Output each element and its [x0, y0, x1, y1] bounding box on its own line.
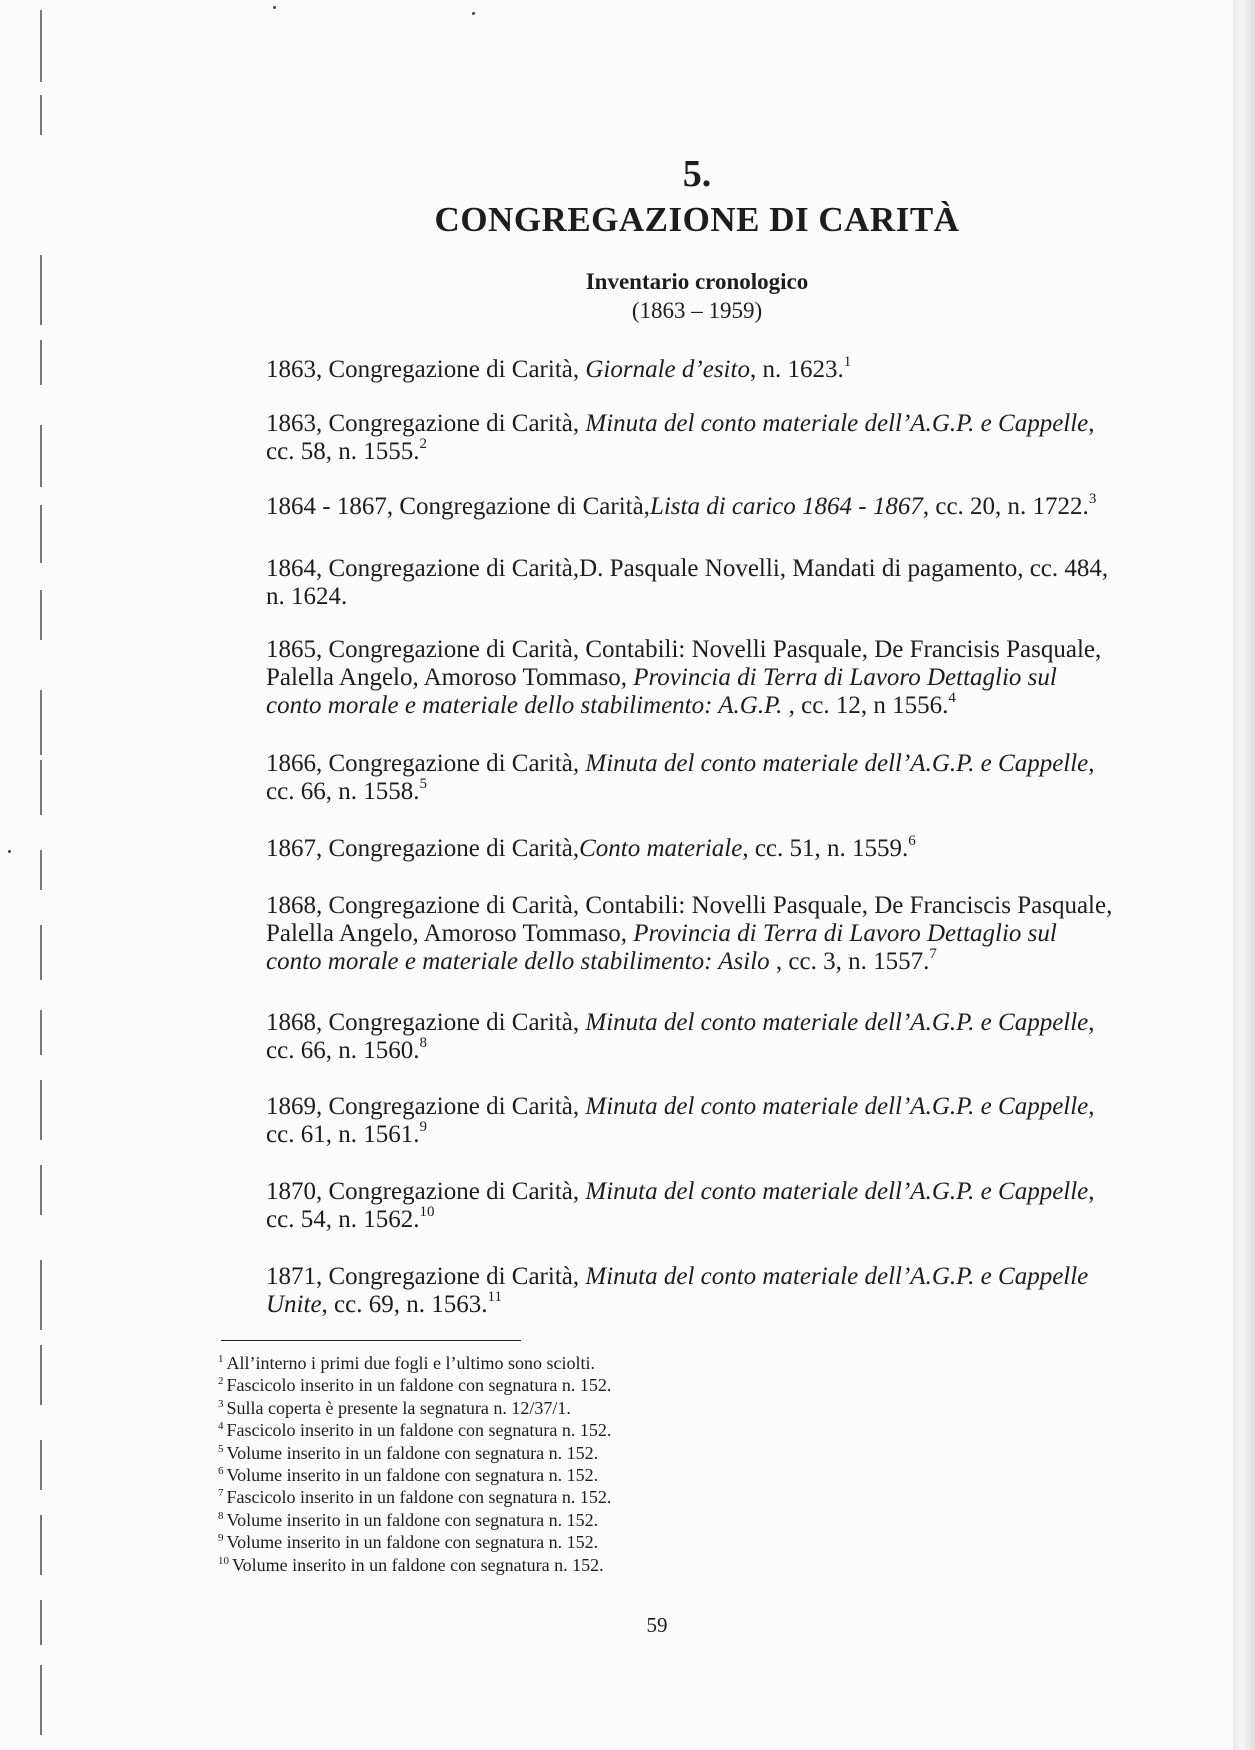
entry-text: 1866, Congregazione di Carità,	[266, 750, 586, 777]
entry-title: Giornale d’esito	[585, 356, 750, 383]
entry-title: Minuta del conto materiale dell’A.G.P. e Cappelle	[585, 750, 1089, 777]
binding-mark	[40, 505, 42, 563]
entry-text: 1867, Congregazione di Carità,	[266, 835, 580, 862]
footnote	[218, 1352, 918, 1374]
chapter-number: 5.	[682, 153, 712, 195]
footnote-number: 5	[218, 1442, 224, 1455]
entry-text: 1868, Congregazione di Carità,	[266, 1009, 586, 1036]
entry-title: Minuta del conto materiale dell’A.G.P. e Cappelle Unite	[266, 1263, 1089, 1318]
binding-mark	[40, 690, 42, 755]
entry-text: , n. 1623.	[749, 356, 844, 383]
binding-mark	[40, 95, 42, 135]
footnote-number: 9	[218, 1532, 224, 1545]
inventory-entry	[266, 410, 1116, 466]
binding-mark	[40, 925, 42, 980]
inventory-entry	[266, 636, 1116, 720]
inventory-entry	[266, 1263, 1116, 1319]
footnote	[218, 1531, 918, 1553]
footnote-number: 2	[218, 1375, 224, 1388]
inventory-entry	[266, 835, 1116, 863]
inventory-entry	[266, 750, 1116, 806]
footnote-ref: 4	[948, 690, 956, 706]
footnote-ref: 5	[419, 776, 427, 792]
footnote	[218, 1554, 918, 1576]
binding-mark	[40, 1665, 42, 1735]
footnotes	[218, 1352, 918, 1576]
binding-mark	[40, 1440, 42, 1490]
binding-mark	[40, 1010, 42, 1055]
binding-mark	[40, 1515, 42, 1575]
footnote-ref: 10	[419, 1204, 435, 1220]
footnote-number: 1	[218, 1353, 224, 1365]
footnote-ref: 8	[419, 1035, 427, 1051]
dust-speck	[472, 12, 475, 15]
footnote-text: Volume inserito in un faldone con segnatura n. 152.	[226, 1509, 599, 1530]
page-edge-shadow	[1233, 0, 1255, 1750]
footnote-text: Volume inserito in un faldone con segnatura n. 152.	[226, 1465, 599, 1486]
footnote-number: 8	[218, 1509, 224, 1522]
entry-text: 1863, Congregazione di Carità,	[266, 356, 586, 383]
binding-mark	[40, 1165, 42, 1215]
footnote-number: 4	[218, 1420, 224, 1433]
binding-mark	[40, 1345, 42, 1405]
entry-text: 1865, Congregazione di Carità, Contabili: Novelli Pasquale, De Francisis Pasquale, Palella Angelo, Amoroso Tommaso,	[266, 636, 1102, 691]
footnote-text: Volume inserito in un faldone con segnatura n. 152.	[226, 1532, 599, 1553]
entry-text: , cc. 69, n. 1563.	[321, 1291, 488, 1318]
footnote	[218, 1374, 918, 1396]
footnote-number: 10	[218, 1554, 229, 1567]
entry-text: , cc. 58, n. 1555.	[266, 410, 1095, 465]
footnote-ref: 3	[1088, 491, 1097, 507]
binding-mark	[40, 1080, 42, 1140]
footnote-number: 6	[218, 1465, 224, 1478]
entry-title: Minuta del conto materiale dell’A.G.P. e Cappelle	[585, 410, 1089, 437]
chapter-title: CONGREGAZIONE DI CARITÀ	[434, 200, 960, 239]
inventory-entry	[266, 1178, 1116, 1234]
footnote	[218, 1464, 918, 1486]
footnote	[218, 1397, 918, 1419]
footnote	[218, 1486, 918, 1508]
entry-text: 1868, Congregazione di Carità, Contabili: Novelli Pasquale, De Franciscis Pasquale, Palella Angelo, Amoroso Tommaso,	[266, 892, 1113, 947]
entry-title: Minuta del conto materiale dell’A.G.P. e Cappelle	[585, 1178, 1089, 1205]
inventory-entry	[266, 493, 1116, 521]
footnote-ref: 6	[908, 833, 916, 849]
inventory-entry	[266, 1093, 1116, 1149]
entry-text: 1871, Congregazione di Carità,	[266, 1263, 586, 1290]
entry-title: Provincia di Terra di Lavoro Dettaglio sul conto morale e materiale dello stabilimento: Asilo	[266, 920, 1057, 975]
footnote-text: Fascicolo inserito in un faldone con segnatura n. 152.	[226, 1487, 612, 1508]
footnote-ref: 11	[487, 1289, 502, 1305]
entry-title: Provincia di Terra di Lavoro Dettaglio sul conto morale e materiale dello stabilimento: A.G.P.	[266, 664, 1057, 719]
footnote	[218, 1442, 918, 1464]
footnote	[218, 1419, 918, 1441]
binding-mark	[40, 10, 42, 82]
entry-text: , cc. 66, n. 1560.	[266, 1009, 1095, 1064]
inventory-entry	[266, 892, 1116, 976]
binding-mark	[40, 425, 42, 487]
footnote-text: Sulla coperta è presente la segnatura n. 12/37/1.	[226, 1397, 571, 1418]
footnote-ref: 7	[929, 946, 937, 962]
entry-text: 1869, Congregazione di Carità,	[266, 1093, 586, 1120]
entry-text: , cc. 3, n. 1557.	[769, 948, 930, 975]
entry-text: 1864, Congregazione di Carità,D. Pasquale Novelli, Mandati di pagamento, cc. 484, n. 1624.	[266, 555, 1109, 610]
binding-mark	[40, 760, 42, 815]
footnote-number: 7	[218, 1487, 224, 1500]
entry-text: , cc. 66, n. 1558.	[266, 750, 1095, 805]
footnote-number: 3	[218, 1397, 224, 1410]
inventory-entry	[266, 356, 1116, 384]
binding-mark	[40, 850, 42, 890]
entry-title: Lista di carico 1864 - 1867	[649, 493, 923, 520]
entry-text: , cc. 51, n. 1559.	[742, 835, 909, 862]
footnote-ref: 2	[419, 436, 427, 452]
inventory-entry	[266, 555, 1116, 611]
entry-text: , cc. 12, n 1556.	[782, 692, 949, 719]
entry-text: , cc. 61, n. 1561.	[266, 1093, 1095, 1148]
footnote-text: Volume inserito in un faldone con segnatura n. 152.	[232, 1554, 604, 1575]
binding-mark	[40, 1260, 42, 1330]
entry-text: 1870, Congregazione di Carità,	[266, 1178, 586, 1205]
footnote-text: Fascicolo inserito in un faldone con segnatura n. 152.	[226, 1375, 612, 1396]
footnote-text: All’interno i primi due fogli e l’ultimo sono sciolti.	[226, 1353, 595, 1373]
footnote-ref: 1	[843, 354, 852, 370]
entry-text: 1864 - 1867, Congregazione di Carità,	[266, 493, 650, 520]
entry-text: , cc. 20, n. 1722.	[922, 493, 1089, 520]
entry-text: , cc. 54, n. 1562.	[266, 1178, 1095, 1233]
dust-speck	[8, 850, 11, 853]
entry-title: Minuta del conto materiale dell’A.G.P. e Cappelle	[585, 1009, 1089, 1036]
footnote-ref: 9	[419, 1119, 427, 1135]
binding-mark	[40, 340, 42, 385]
dust-speck	[273, 6, 276, 9]
entry-text: 1863, Congregazione di Carità,	[266, 410, 586, 437]
inventory-range: (1863 – 1959)	[631, 298, 763, 323]
page-number: 59	[646, 1613, 668, 1637]
binding-mark	[40, 590, 42, 640]
footnote	[218, 1509, 918, 1531]
entry-title: Conto materiale	[579, 835, 743, 862]
footnote-text: Volume inserito in un faldone con segnatura n. 152.	[226, 1442, 599, 1463]
inventory-entry	[266, 1009, 1116, 1065]
footnote-separator	[221, 1340, 521, 1341]
inventory-title: Inventario cronologico	[585, 269, 809, 294]
footnote-text: Fascicolo inserito in un faldone con segnatura n. 152.	[226, 1420, 612, 1441]
entry-title: Minuta del conto materiale dell’A.G.P. e Cappelle	[585, 1093, 1089, 1120]
